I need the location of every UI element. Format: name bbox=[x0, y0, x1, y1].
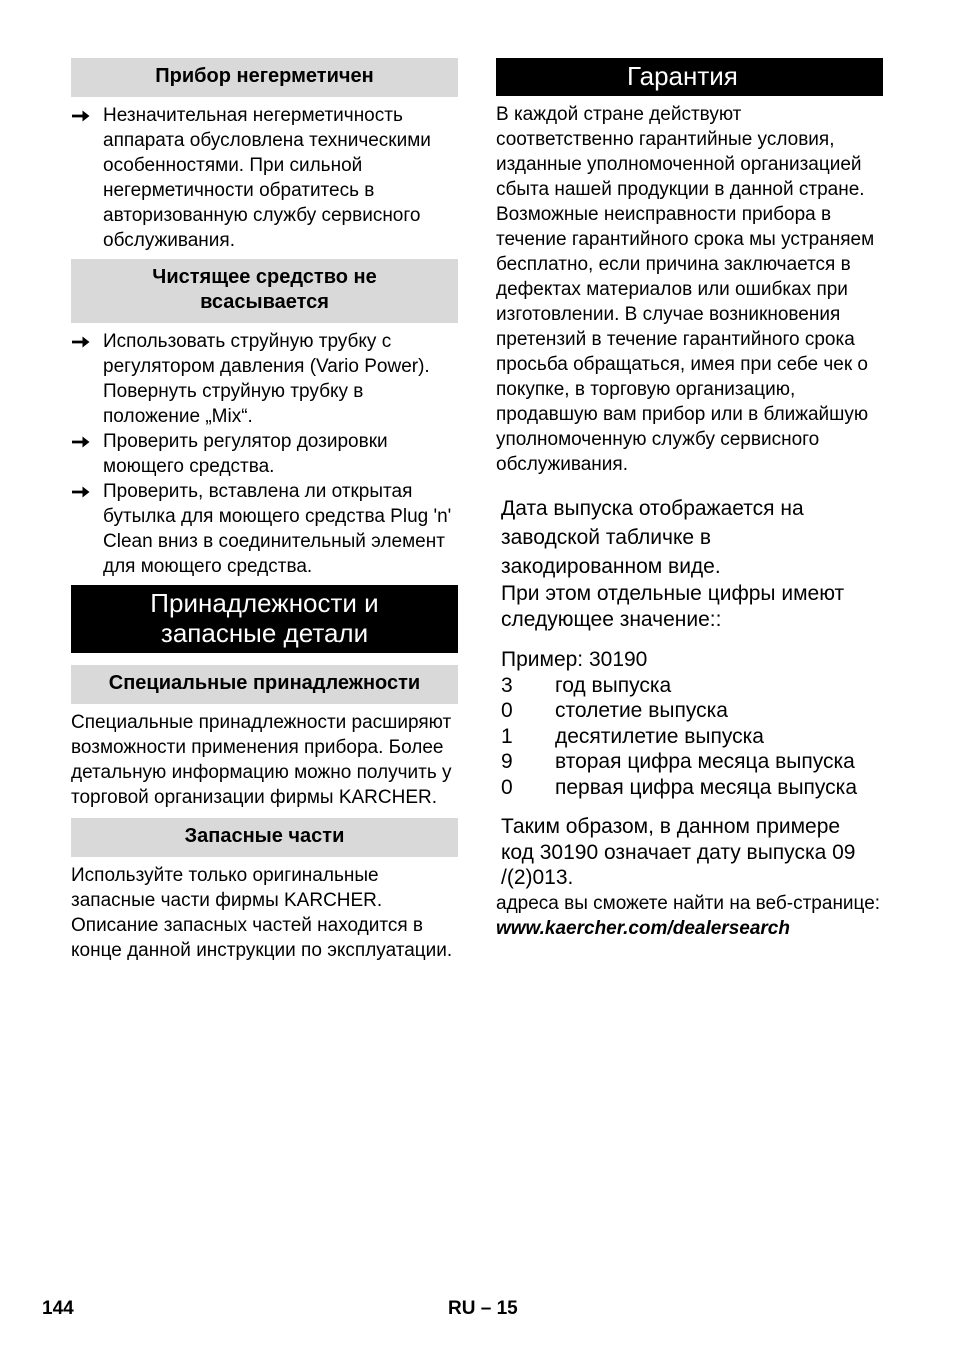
right-column bbox=[496, 58, 883, 941]
code-digit: 3 bbox=[501, 673, 513, 697]
section-heading-detergent: Чистящее средство не всасывается bbox=[71, 259, 458, 323]
code-meaning: год выпуска bbox=[555, 673, 672, 697]
list-item bbox=[71, 329, 458, 429]
code-row bbox=[501, 673, 883, 699]
date-line: При этом отдельные цифры имеют следующее значение:: bbox=[501, 582, 845, 631]
list-item-text: Проверить регулятор дозировки моющего средства. bbox=[103, 431, 388, 477]
code-digit: 9 bbox=[501, 750, 513, 773]
code-meaning: первая цифра месяца выпуска bbox=[555, 775, 858, 799]
list-item-text: Использовать струйную трубку с регулятором давления (Vario Power). Повернуть струйную трубку в положение „Mix“. bbox=[103, 331, 430, 427]
paragraph-special-accessories: Специальные принадлежности расширяют возможности применения прибора. Более детальную информацию можно получить у торговой организации фирмы KARCHER. bbox=[71, 712, 452, 808]
bullet-list-detergent bbox=[71, 329, 458, 579]
chapter-heading-warranty: Гарантия bbox=[496, 58, 883, 96]
section-code: RU – 15 bbox=[448, 1298, 518, 1319]
arrow-right-icon bbox=[72, 486, 90, 498]
section-heading-leak: Прибор негерметичен bbox=[71, 58, 458, 97]
paragraph-spare-parts: Используйте только оригинальные запасные части фирмы KARCHER. Описание запасных частей находится в конце данной инструкции по эксплуатации. bbox=[71, 865, 453, 961]
date-line: заводской табличке в bbox=[501, 526, 712, 549]
page-number: 144 bbox=[42, 1298, 74, 1319]
code-row bbox=[501, 775, 883, 801]
list-item bbox=[71, 103, 458, 253]
left-column bbox=[71, 58, 458, 963]
example-label: Пример: 30190 bbox=[501, 648, 648, 671]
dealer-search-link[interactable]: www.kaercher.com/dealersearch bbox=[496, 917, 790, 939]
section-heading-spare-parts: Запасные части bbox=[71, 818, 458, 857]
date-info bbox=[496, 494, 883, 891]
code-digit: 0 bbox=[501, 775, 513, 799]
code-row bbox=[501, 749, 883, 775]
example-summary: Таким образом, в данном примере код 30190 означает дату выпуска 09 /(2)013. bbox=[501, 815, 856, 889]
section-heading-special-accessories: Специальные принадлежности bbox=[71, 665, 458, 704]
arrow-right-icon bbox=[72, 336, 90, 348]
list-item bbox=[71, 429, 458, 479]
code-legend bbox=[501, 673, 883, 801]
paragraph-warranty: В каждой стране действуют соответственно гарантийные условия, изданные уполномоченной организацией сбыта нашей продукции в данной стране. Возможные неисправности прибора в течение гарантийного срока мы устраняем бесплатно, если причина заключается в дефектах материалов или ошибках при изготовлении. В случае возникновения претензий в течение гарантийного срока просьба обращаться, имея при себе чек о покупке, в торговую организацию, продавшую вам прибор или в ближайшую уполномоченную службу сервисного обслуживания. bbox=[496, 104, 875, 475]
arrow-right-icon bbox=[72, 110, 90, 122]
list-item-text: Проверить, вставлена ли открытая бутылка для моющего средства Plug 'n' Clean вниз в соединительный элемент для моющего средства. bbox=[103, 481, 452, 577]
chapter-heading-accessories: Принадлежности и запасные детали bbox=[71, 585, 458, 653]
code-digit: 0 bbox=[501, 699, 513, 722]
code-meaning: десятилетие выпуска bbox=[555, 724, 764, 748]
bullet-list-leak bbox=[71, 103, 458, 253]
dealer-address-note: адреса вы сможете найти на веб-странице: bbox=[496, 892, 881, 914]
date-line: закодированном виде. bbox=[501, 555, 721, 578]
code-row bbox=[501, 724, 883, 750]
list-item bbox=[71, 479, 458, 579]
date-line: Дата выпуска отображается на bbox=[501, 497, 804, 520]
arrow-right-icon bbox=[72, 436, 90, 448]
code-meaning: вторая цифра месяца выпуска bbox=[555, 750, 855, 773]
code-digit: 1 bbox=[501, 724, 513, 748]
code-row bbox=[501, 698, 883, 724]
list-item-text: Незначительная негерметичность аппарата обусловлена техническими особенностями. При сильной негерметичности обратитесь в авторизованную службу сервисного обслуживания. bbox=[103, 105, 431, 251]
code-meaning: столетие выпуска bbox=[555, 699, 728, 722]
